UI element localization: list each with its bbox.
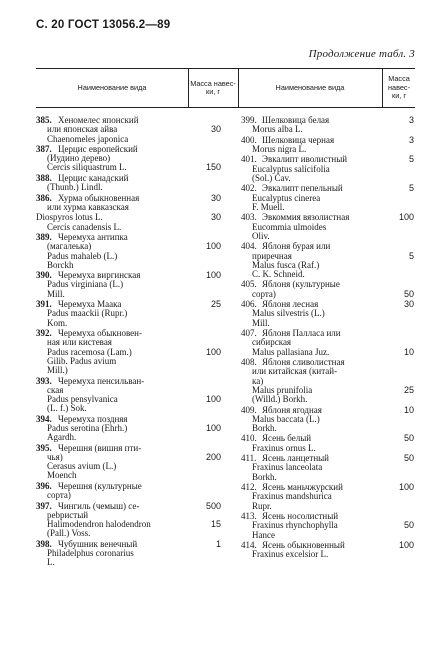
species-name bbox=[36, 415, 188, 443]
species-title-line: 389. Черемуха антипка bbox=[36, 233, 128, 242]
species-number: 396. bbox=[36, 481, 52, 491]
sample-mass: 30 bbox=[210, 124, 221, 135]
sample-mass: 5 bbox=[408, 154, 414, 165]
species-number: 385. bbox=[36, 116, 52, 125]
species-detail-line: или китайская (китай- bbox=[252, 367, 338, 377]
species-title-line: 410. Ясень белый bbox=[241, 434, 312, 444]
species-name bbox=[36, 271, 188, 299]
species-detail-line: Morus nigra L. bbox=[252, 144, 307, 154]
species-number: 408. bbox=[241, 358, 257, 368]
species-detail-line: Padus serotina (Ehrh.) bbox=[47, 424, 128, 433]
species-number: 402. bbox=[241, 184, 257, 194]
sample-mass: 5 bbox=[408, 183, 414, 194]
species-title-line: 400. Шелковица черная bbox=[241, 135, 335, 145]
species-detail-line: Fraxinus mandshurica bbox=[252, 492, 332, 502]
species-detail-line: Padus virginiana (L.) bbox=[47, 280, 124, 290]
sample-mass: 3 bbox=[408, 134, 414, 145]
species-detail-line: L. bbox=[47, 558, 55, 568]
species-name bbox=[241, 300, 384, 328]
species-name bbox=[241, 184, 384, 212]
sample-mass: 50 bbox=[403, 288, 414, 299]
species-title-line: 414. Ясень обыкновенный bbox=[241, 541, 345, 550]
species-number: 388. bbox=[36, 173, 52, 183]
species-name bbox=[241, 512, 384, 540]
species-number: 397. bbox=[36, 501, 52, 511]
species-name bbox=[36, 329, 188, 375]
sample-mass: 150 bbox=[205, 162, 221, 173]
species-name bbox=[36, 116, 188, 144]
column-header-mass-left: Масса навес- ки, г bbox=[190, 78, 236, 96]
species-detail-line: Morus alba L. bbox=[252, 125, 303, 135]
sample-mass: 100 bbox=[398, 540, 414, 550]
species-number: 386. bbox=[36, 193, 52, 203]
species-name bbox=[36, 377, 188, 414]
sample-mass: 200 bbox=[205, 451, 221, 462]
sample-mass: 30 bbox=[210, 192, 221, 203]
species-number: 405. bbox=[241, 280, 257, 290]
sample-mass: 100 bbox=[205, 423, 221, 433]
species-detail-line: Moench bbox=[47, 471, 77, 481]
species-title-line: 391. Черемуха Маака bbox=[36, 300, 122, 310]
species-number: 393. bbox=[36, 376, 52, 386]
species-detail-line: Rupr. bbox=[252, 501, 272, 511]
species-detail-line: Malus fusca (Raf.) bbox=[252, 260, 320, 270]
species-title-line: 396. Черешня (культурные bbox=[36, 481, 142, 491]
species-name bbox=[241, 242, 384, 279]
species-title-line: 402. Эвкалипт пепельный bbox=[241, 184, 343, 194]
species-detail-line: ка) bbox=[252, 376, 264, 386]
species-detail-line: Fraxinus lanceolata bbox=[252, 463, 323, 473]
species-title-line: 407. Яблоня Палласа или bbox=[241, 329, 341, 339]
species-detail-line: или хурма кавказская bbox=[47, 202, 129, 212]
sample-mass: 100 bbox=[205, 394, 221, 405]
species-title-line: 406. Яблоня лесная bbox=[241, 300, 319, 310]
species-detail-line: Cercis siliquastrum L. bbox=[47, 163, 127, 173]
species-name bbox=[241, 483, 384, 511]
species-name bbox=[241, 541, 384, 560]
species-detail-line: Chaenomeles japonica bbox=[47, 134, 129, 144]
species-title-line: 385. Хеномелес японский bbox=[36, 116, 139, 125]
species-name bbox=[36, 502, 188, 539]
species-detail-line: Eucalyptus cinerea bbox=[252, 193, 321, 203]
sample-mass: 100 bbox=[398, 212, 414, 223]
species-name bbox=[36, 145, 188, 173]
species-number: 391. bbox=[36, 300, 52, 310]
page-header bbox=[36, 16, 415, 36]
species-name bbox=[241, 454, 384, 482]
species-number: 413. bbox=[241, 512, 257, 522]
species-title-line: 387. Церцис европейский bbox=[36, 144, 138, 154]
sample-mass: 3 bbox=[408, 115, 414, 125]
species-detail-line: Mill. bbox=[252, 318, 270, 328]
species-number: 403. bbox=[241, 213, 257, 223]
species-number: 394. bbox=[36, 414, 52, 424]
species-detail-line: Gilib. Padus avium bbox=[47, 356, 117, 366]
species-detail-line: ная или кистевая bbox=[47, 338, 112, 348]
sample-mass: 30 bbox=[210, 212, 221, 223]
species-detail-line: Philadelphus coronarius bbox=[47, 549, 134, 559]
species-title-line: 399. Шелковица белая bbox=[241, 116, 330, 125]
species-detail-line: Mill.) bbox=[47, 366, 68, 376]
sample-mass: 100 bbox=[205, 270, 221, 281]
species-title-line: 411. Ясень ланцетный bbox=[241, 454, 329, 464]
species-detail-line: Padus mahaleb (L.) bbox=[47, 251, 118, 261]
species-detail-line: (магалеька) bbox=[47, 242, 92, 252]
sample-mass: 100 bbox=[205, 346, 221, 357]
species-detail-line: Fraxinus rhynchophylla bbox=[252, 521, 338, 531]
sample-mass: 10 bbox=[403, 346, 414, 357]
species-detail-line: Oliv. bbox=[252, 231, 270, 241]
species-name bbox=[241, 434, 384, 453]
species-title-line: 405. Яблоня (культурные bbox=[241, 280, 340, 290]
table-continuation-label: Продолжение табл. 3 bbox=[308, 48, 415, 60]
species-number: 406. bbox=[241, 300, 257, 310]
species-number: 411. bbox=[241, 454, 257, 464]
species-detail-line: Borckh bbox=[47, 260, 74, 270]
species-number: 401. bbox=[241, 155, 257, 165]
sample-mass: 5 bbox=[408, 250, 414, 261]
column-header-name-left: Наименование вида bbox=[77, 82, 147, 92]
species-title-line: 403. Эвкоммия вязолистная bbox=[241, 213, 350, 223]
species-name bbox=[241, 213, 384, 241]
species-title-line: 408. Яблоня сливолистная bbox=[241, 358, 345, 368]
species-title-line: Diospyros lotus L. bbox=[36, 213, 103, 223]
species-number: 409. bbox=[241, 405, 257, 415]
species-title-line: 388. Церцис канадский bbox=[36, 173, 129, 183]
species-title-line: 392. Черемуха обыкновен- bbox=[36, 329, 142, 339]
species-detail-line: Mill. bbox=[47, 289, 65, 299]
species-number: 414. bbox=[241, 541, 257, 550]
species-detail-line: Borkh. bbox=[252, 424, 277, 433]
species-title-line: 393. Черемуха пенсильван- bbox=[36, 376, 145, 386]
species-detail-line: Hance bbox=[252, 530, 275, 540]
species-name bbox=[36, 444, 188, 481]
species-number: 387. bbox=[36, 144, 52, 154]
species-detail-line: (Thunb.) Lindl. bbox=[47, 183, 103, 193]
species-number: 404. bbox=[241, 242, 257, 252]
species-number: 412. bbox=[241, 483, 257, 493]
species-number: 389. bbox=[36, 233, 52, 242]
species-detail-line: Padus pensylvanica bbox=[47, 395, 118, 405]
species-number: 398. bbox=[36, 539, 52, 549]
species-detail-line: чья) bbox=[47, 452, 63, 462]
species-name bbox=[36, 482, 188, 501]
species-title-line: 386. Хурма обыкновенная bbox=[36, 193, 140, 203]
species-name bbox=[36, 540, 188, 568]
species-detail-line: (Иудино дерево) bbox=[47, 154, 111, 164]
species-detail-line: Eucalyptus salicifolia bbox=[252, 164, 330, 174]
species-detail-line: Halimodendron halodendron bbox=[47, 520, 151, 530]
sample-mass: 30 bbox=[403, 299, 414, 310]
species-name bbox=[36, 213, 188, 232]
species-detail-line: Kom. bbox=[47, 318, 68, 328]
species-number: 390. bbox=[36, 271, 52, 281]
species-name bbox=[36, 233, 188, 270]
sample-mass: 100 bbox=[205, 241, 221, 252]
species-name bbox=[241, 155, 384, 183]
species-name bbox=[36, 300, 188, 328]
species-detail-line: Fraxinus excelsior L. bbox=[252, 550, 329, 560]
species-name bbox=[241, 329, 384, 357]
sample-mass: 15 bbox=[210, 519, 221, 530]
sample-mass: 50 bbox=[403, 520, 414, 531]
sample-mass: 10 bbox=[403, 404, 414, 415]
species-title-line: 404. Яблоня бурая или bbox=[241, 242, 331, 252]
sample-mass: 100 bbox=[398, 482, 414, 493]
species-detail-line: ская bbox=[47, 385, 64, 395]
species-detail-line: или японская айва bbox=[47, 125, 118, 135]
species-title-line: 401. Эвкалипт иволистный bbox=[241, 155, 348, 165]
species-detail-line: Malus prunifolia bbox=[252, 385, 313, 395]
species-title-line: 395. Черешня (вишня пти- bbox=[36, 443, 142, 453]
species-detail-line: приречная bbox=[252, 251, 292, 261]
species-detail-line: сибирская bbox=[252, 338, 292, 348]
species-detail-line: C. K. Schneid. bbox=[252, 270, 305, 279]
species-detail-line: Malus pallasiana Juz. bbox=[252, 347, 330, 357]
species-title-line: 409. Яблоня ягодная bbox=[241, 405, 322, 415]
species-number: 392. bbox=[36, 329, 52, 339]
species-detail-line: сорта) bbox=[47, 491, 71, 501]
species-title-line: 390. Черемуха виргинская bbox=[36, 271, 141, 281]
species-detail-line: Padus maackii (Rupr.) bbox=[47, 309, 128, 319]
sample-mass: 1 bbox=[215, 538, 221, 549]
species-detail-line: сорта) bbox=[252, 289, 276, 299]
sample-mass: 25 bbox=[210, 299, 221, 310]
species-detail-line: рebристый bbox=[47, 510, 89, 520]
species-name bbox=[241, 280, 384, 299]
species-detail-line: Fraxinus ornus L. bbox=[252, 443, 316, 453]
table-header bbox=[36, 68, 415, 108]
species-title-line: 398. Чубушник венечный bbox=[36, 539, 138, 549]
species-number: 400. bbox=[241, 135, 257, 145]
page-label: С. 20 ГОСТ 13056.2—89 bbox=[36, 19, 171, 31]
species-detail-line: Cercis canadensis L. bbox=[47, 222, 122, 232]
column-header-name-right: Наименование вида bbox=[275, 82, 345, 92]
sample-mass: 50 bbox=[403, 433, 414, 444]
species-title-line: 413. Ясень носолистный bbox=[241, 512, 339, 522]
species-detail-line: (Sol.) Cav. bbox=[252, 173, 291, 183]
species-detail-line: Borkh. bbox=[252, 472, 277, 482]
species-name bbox=[36, 194, 188, 213]
species-detail-line: Agardh. bbox=[47, 433, 77, 443]
species-name bbox=[241, 406, 384, 434]
species-detail-line: Malus baccata (L.) bbox=[252, 414, 320, 424]
species-name bbox=[241, 136, 384, 155]
sample-mass: 500 bbox=[205, 500, 221, 511]
species-detail-line: Eucommia ulmoides bbox=[252, 222, 327, 232]
species-detail-line: Cerasus avium (L.) bbox=[47, 462, 117, 472]
species-number: 407. bbox=[241, 329, 257, 339]
species-number: 410. bbox=[241, 434, 257, 444]
species-title-line: 412. Ясень маньчжурский bbox=[241, 483, 343, 493]
sample-mass: 25 bbox=[403, 384, 414, 395]
species-detail-line: (L. f.) Sok. bbox=[47, 404, 87, 414]
sample-mass: 50 bbox=[403, 453, 414, 464]
species-name bbox=[36, 174, 188, 193]
species-name bbox=[241, 358, 384, 404]
species-title-line: 394. Черемуха поздняя bbox=[36, 414, 128, 424]
species-detail-line: F. Muell. bbox=[252, 202, 285, 212]
species-detail-line: Malus silvestris (L.) bbox=[252, 309, 325, 319]
species-detail-line: (Willd.) Borkh. bbox=[252, 395, 308, 405]
species-detail-line: (Pall.) Voss. bbox=[47, 529, 91, 539]
column-header-mass-right: Масса навес- ки, г bbox=[387, 74, 411, 101]
species-number: 399. bbox=[241, 116, 257, 125]
species-detail-line: Padus racemosa (Lam.) bbox=[47, 347, 132, 357]
species-number: 395. bbox=[36, 443, 52, 453]
species-name bbox=[241, 116, 384, 135]
species-title-line: 397. Чингиль (чемыш) се- bbox=[36, 501, 140, 511]
